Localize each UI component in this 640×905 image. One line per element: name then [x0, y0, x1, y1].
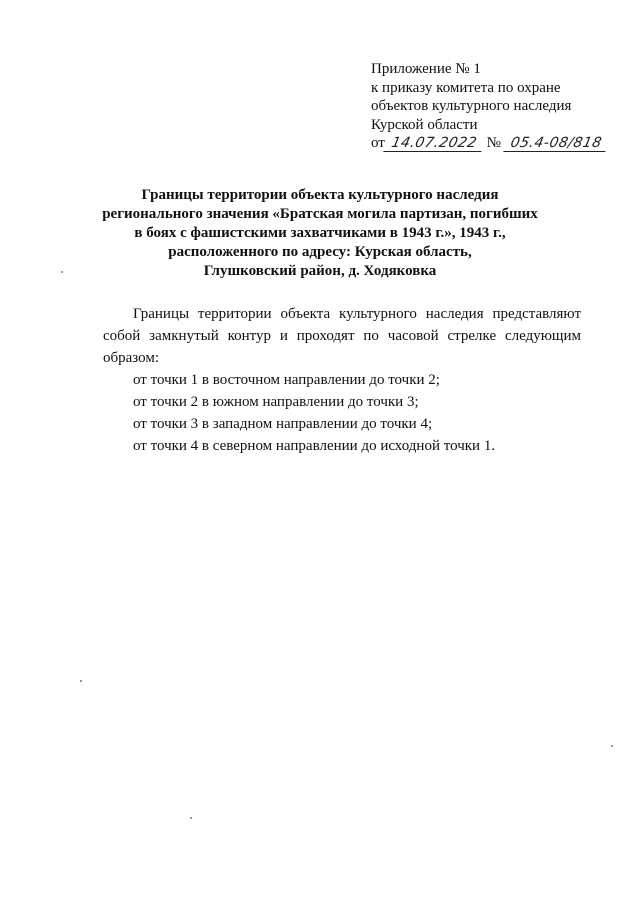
title-line-5: Глушковский район, д. Ходяковка: [203, 263, 437, 279]
document-body: [103, 303, 581, 457]
boundary-point-line: от точки 1 в восточном направлении до точки 2;: [133, 372, 440, 388]
scan-speck: [80, 680, 82, 682]
title-line-2: регионального значения «Братская могила партизан, погибших: [102, 206, 538, 222]
handwritten-order-number: 05.4-08/818: [503, 136, 608, 152]
number-label: №: [486, 135, 501, 151]
appendix-number: Приложение № 1: [371, 61, 481, 77]
appendix-committee: объектов культурного наследия: [371, 98, 572, 114]
appendix-region: Курской области: [371, 116, 478, 133]
scan-speck: [61, 271, 63, 273]
title-line-3: в боях с фашистскими захватчиками в 1943 г.», 1943 г.,: [134, 225, 506, 241]
intro-paragraph: Границы территории объекта культурного наследия представляют собой замкнутый контур и проходят по часовой стрелке следующим образом:: [103, 306, 581, 366]
from-label: от: [371, 135, 385, 151]
title-line-4: расположенного по адресу: Курская область,: [168, 244, 472, 260]
boundary-point-line: от точки 3 в западном направлении до точки 4;: [133, 416, 433, 432]
appendix-order-ref: к приказу комитета по охране: [371, 79, 561, 96]
scan-speck: [190, 817, 192, 819]
handwritten-date: 14.07.2022: [383, 136, 484, 152]
scan-speck: [611, 745, 613, 747]
boundary-point-line: от точки 2 в южном направлении до точки 3;: [133, 394, 419, 410]
title-line-1: Границы территории объекта культурного наследия: [141, 187, 499, 203]
boundary-point-line: от точки 4 в северном направлении до исходной точки 1.: [133, 438, 496, 454]
order-date-number-line: [371, 134, 621, 153]
appendix-header: [371, 60, 621, 153]
document-title: [100, 186, 540, 281]
